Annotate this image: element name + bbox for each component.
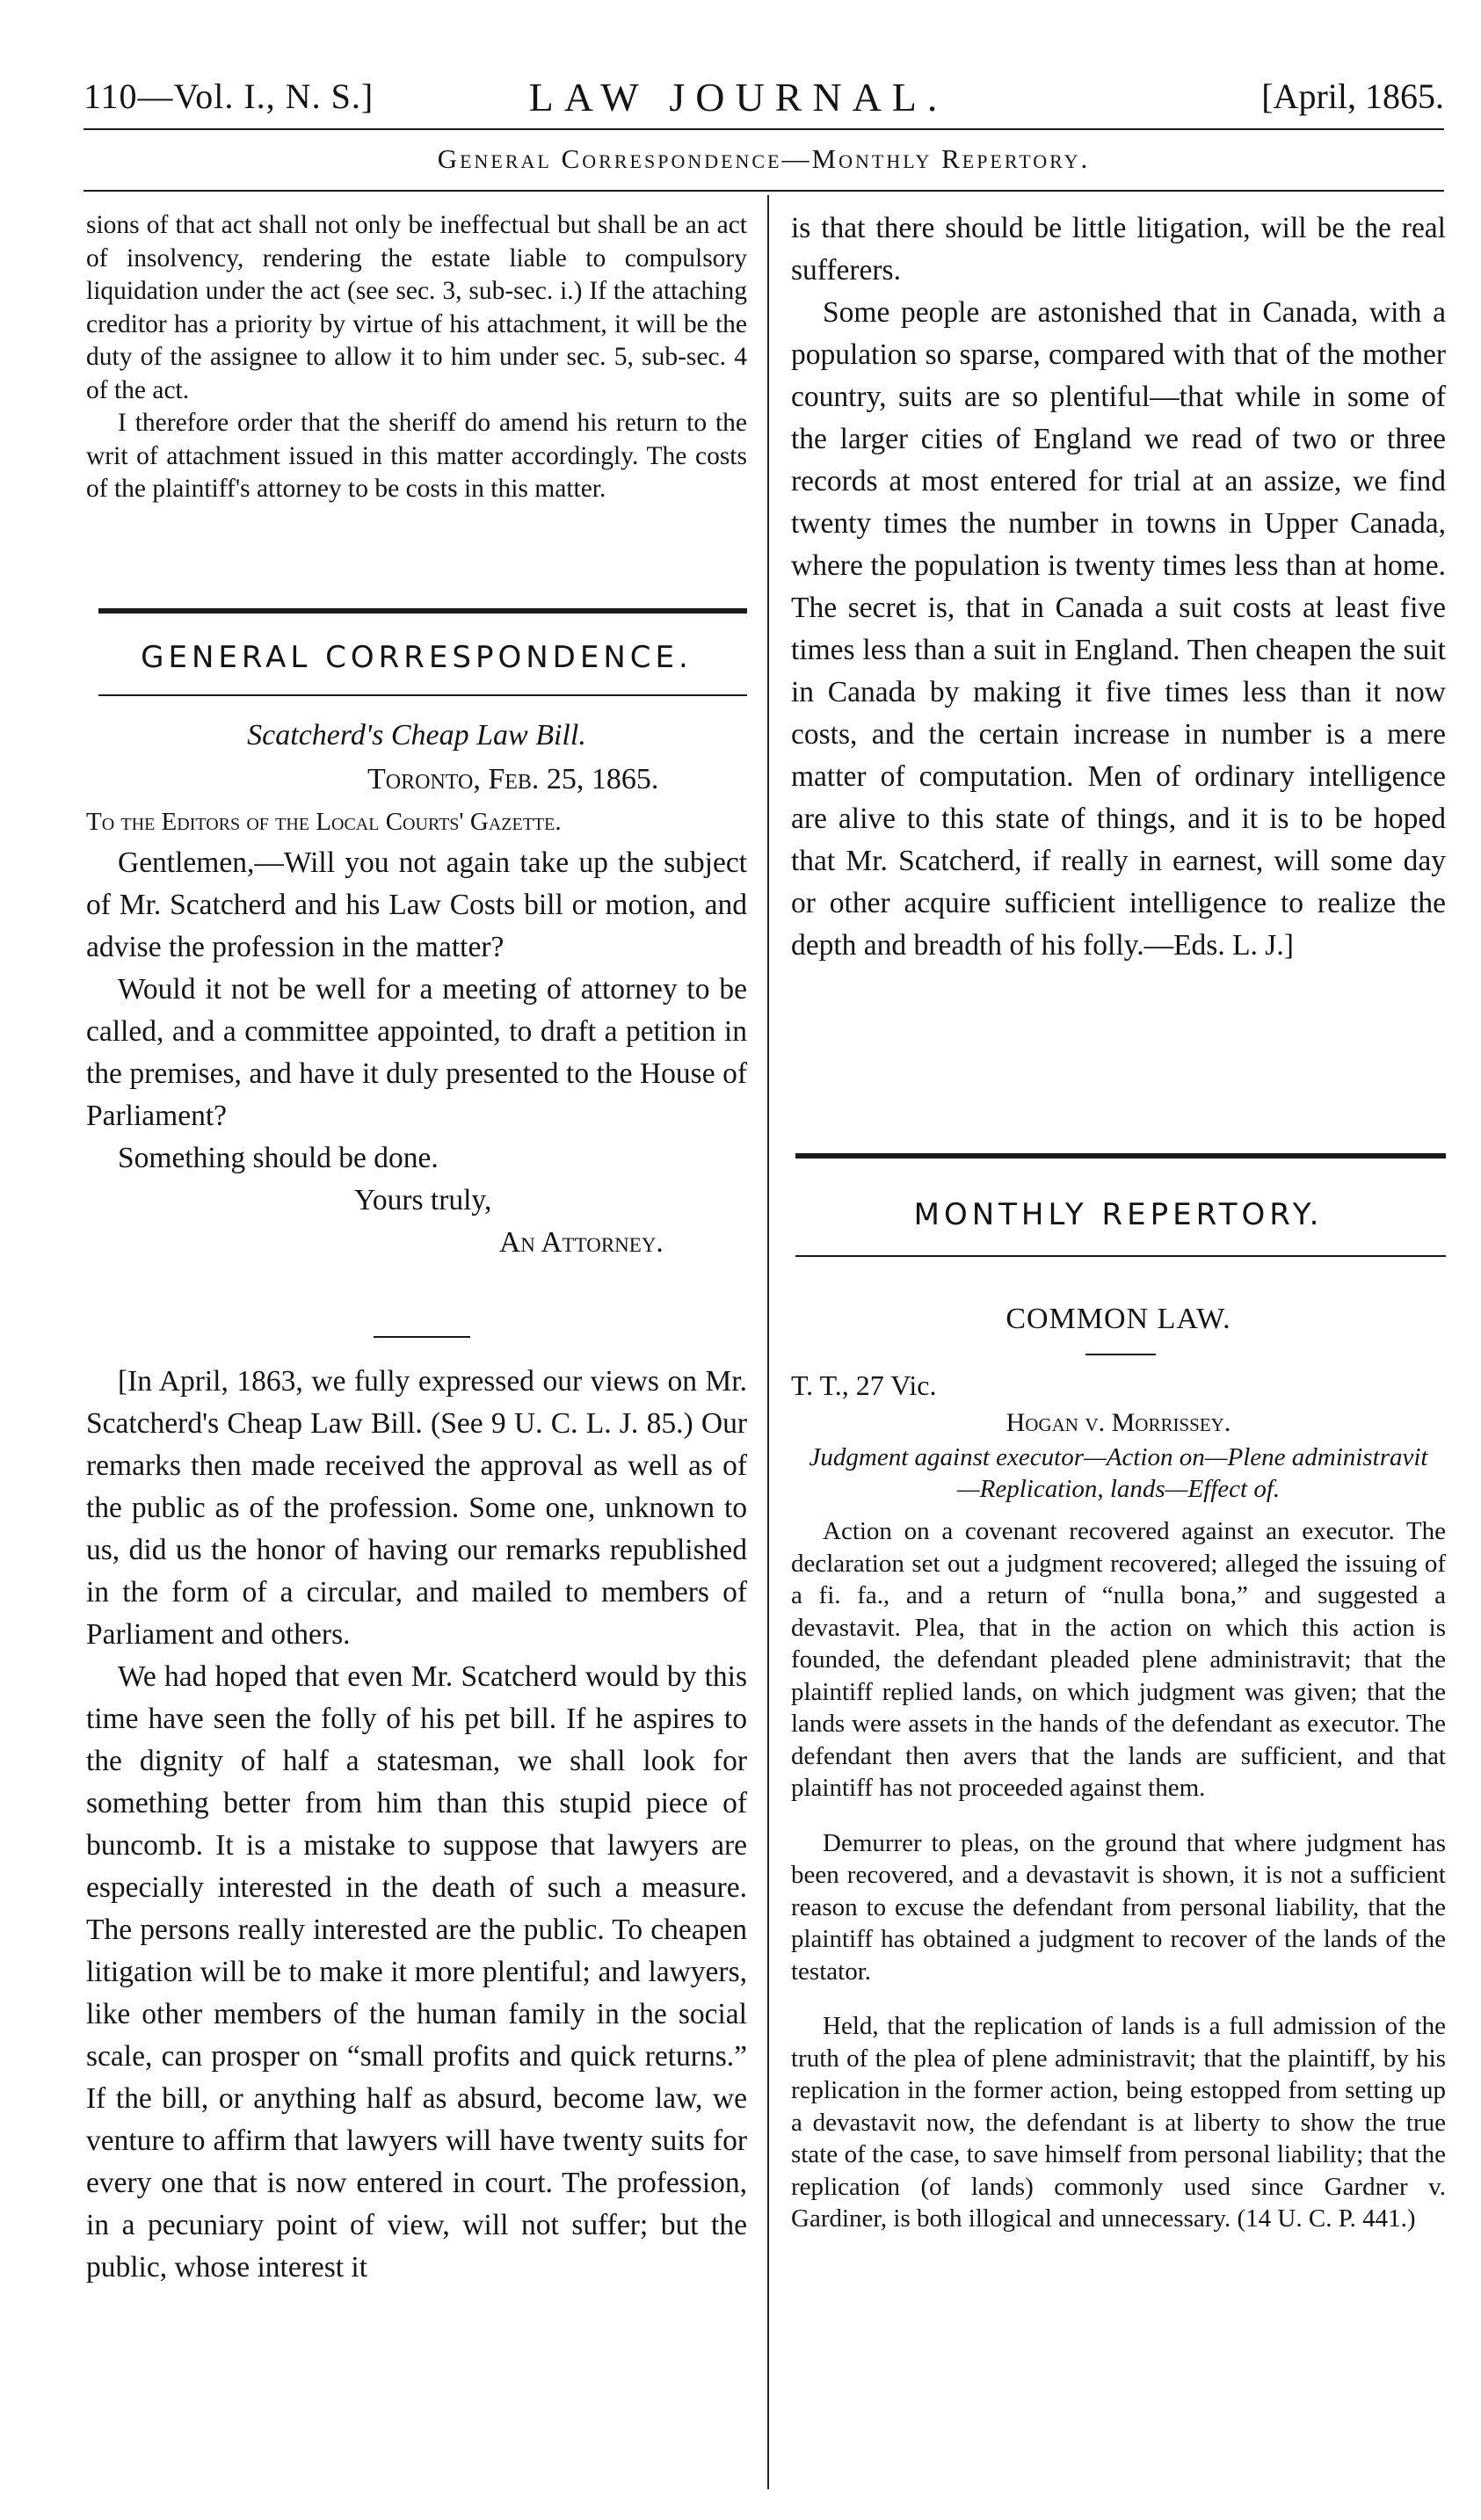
letter-closing: Yours truly, <box>354 1184 492 1216</box>
common-law-heading: COMMON LAW. <box>1005 1303 1231 1335</box>
letter-heading: Scatcherd's Cheap Law Bill. <box>247 719 586 752</box>
case-facts: Action on a covenant recovered against an executor. The declaration set out a judgment recovered; alleged the issuing of a fi. fa., and a return of “nulla bona,” and suggested a devastavit. Plea, that in the action on which this action is founded, the defendant pleaded plene administravit; that the plaintiff replied lands, on which judgment was given; that the lands were assets in the hands of the defendant as executor. The defendant then avers that the lands are sufficient, and that plaintiff has not proceeded against them. <box>791 1517 1446 1802</box>
journal-title: LAW JOURNAL. <box>528 75 948 120</box>
term-line: T. T., 27 Vic. <box>791 1369 937 1401</box>
section-running-head: General Correspondence—Monthly Repertory. <box>437 143 1091 174</box>
page-reference: 110—Vol. I., N. S.] <box>83 76 374 116</box>
repertory-rule-thin <box>795 1255 1446 1257</box>
editorial-paragraph-3: Some people are astonished that in Canada, with a population so sparse, compared with that of the mother country, suits are so plentiful—that while in some of the larger cities of England we read of two or three records at most entered for trial at an assize, we find twenty times the number in towns in Upper Canada, where the population is twenty times less than at home. The secret is, that in Canada a suit costs at least five times less than a suit in England. Then cheapen the suit in Canada by making it five times less than it now costs, and the certain increase in number is a mere matter of computation. Men of ordinary intelligence are alive to this state of things, and it is to be hoped that Mr. Scatcherd, if really in earnest, will some day or other acquire sufficient intelligence to realize the depth and breadth of his folly.—Eds. L. J.] <box>791 296 1446 962</box>
common-law-block <box>791 1299 1446 1340</box>
insolvency-paragraph: sions of that act shall not only be ineffectual but shall be an act of insolvency, rendering the estate liable to compulsory liquidation under the act (see sec. 3, sub-sec. i.) If the attaching creditor has a priority by virtue of his attachment, it will be the duty of the assignee to allow it to him under sec. 5, sub-sec. 4 of the act. <box>86 211 747 404</box>
right-editorial-block <box>791 207 1446 967</box>
monthly-repertory-title: MONTHLY REPERTORY. <box>913 1197 1324 1232</box>
letter-end-rule <box>374 1336 470 1338</box>
editorial-paragraph-1: [In April, 1863, we fully expressed our views on Mr. Scatcherd's Cheap Law Bill. (See 9 U. C. L. J. 85.) Our remarks then made received the approval as well as of the public as of the profession. Some one, unknown to us, did us the honor of having our remarks republished in the form of a circular, and mailed to members of Parliament and others. <box>86 1365 747 1651</box>
case-headnote: Judgment against executor—Action on—Plene administravit—Replication, lands—Effect of. <box>809 1443 1428 1503</box>
letter-paragraph-1: Gentlemen,—Will you not again take up the subject of Mr. Scatcherd and his Law Costs bill or motion, and advise the profession in the matter? <box>86 846 747 963</box>
common-law-rule <box>1085 1354 1156 1355</box>
correspondence-rule-thick <box>98 608 747 614</box>
header-rule-bottom <box>83 190 1444 192</box>
letter-block <box>86 714 747 1264</box>
repertory-rule-thick <box>795 1153 1446 1158</box>
editorial-paragraph-2: We had hoped that even Mr. Scatcherd would by this time have seen the folly of his pet bill. If he aspires to the dignity of half a statesman, we shall look for something better from him than this stupid piece of buncomb. It is a mistake to suppose that lawyers are especially interested in the death of such a measure. The persons really interested are the public. To cheapen litigation will be to make it more plentiful; and lawyers, like other members of the human family in the social scale, can prosper on “small profits and quick returns.” If the bill, or anything half as absurd, become law, we venture to affirm that lawyers will have twenty suits for every one that is now entered in court. The profession, in a pecuniary point of view, will not suffer; but the public, whose interest it <box>86 1660 747 2284</box>
case-held: Held, that the replication of lands is a full admission of the truth of the plea of plene administravit; that the plaintiff, by his replication in the former action, being estopped from setting up a devastavit now, the defendant is at liberty to show the true state of the case, to save himself from personal liability; that the replication (of lands) commonly used since Gardner v. Gardiner, is both illogical and unnecessary. (14 U. C. P. 441.) <box>791 2012 1446 2233</box>
letter-paragraph-2: Would it not be well for a meeting of attorney to be called, and a committee appointed, to draft a petition in the premises, and have it duly presented to the House of Parliament? <box>86 973 747 1132</box>
letter-addressee: To the Editors of the Local Courts' Gazette. <box>86 808 562 836</box>
column-divider <box>767 195 769 2489</box>
correspondence-rule-thin <box>98 694 747 696</box>
case-demurrer: Demurrer to pleas, on the ground that where judgment has been recovered, and a devastavit is shown, it is not a sufficient reason to excuse the defendant from personal liability, that the plaintiff has obtained a judgment to recover of the lands of the testator. <box>791 1828 1446 1986</box>
issue-date: [April, 1865. <box>1261 76 1444 116</box>
letter-dateline: Toronto, Feb. 25, 1865. <box>367 763 659 795</box>
letter-paragraph-3: Something should be done. <box>118 1142 439 1174</box>
case-name: Hogan v. Morrissey. <box>1005 1408 1231 1437</box>
general-correspondence-title: GENERAL CORRESPONDENCE. <box>141 640 693 675</box>
editorial-continuation: is that there should be little litigation, will be the real sufferers. <box>791 212 1446 287</box>
case-block <box>791 1366 1446 2235</box>
editorial-block <box>86 1361 747 2289</box>
left-opening-block <box>86 209 747 506</box>
header-rule-top <box>83 128 1444 130</box>
letter-signature: An Attorney. <box>499 1226 664 1259</box>
order-paragraph: I therefore order that the sheriff do amend his return to the writ of attachment issued in this matter accordingly. The costs of the plaintiff's attorney to be costs in this matter. <box>86 409 747 503</box>
